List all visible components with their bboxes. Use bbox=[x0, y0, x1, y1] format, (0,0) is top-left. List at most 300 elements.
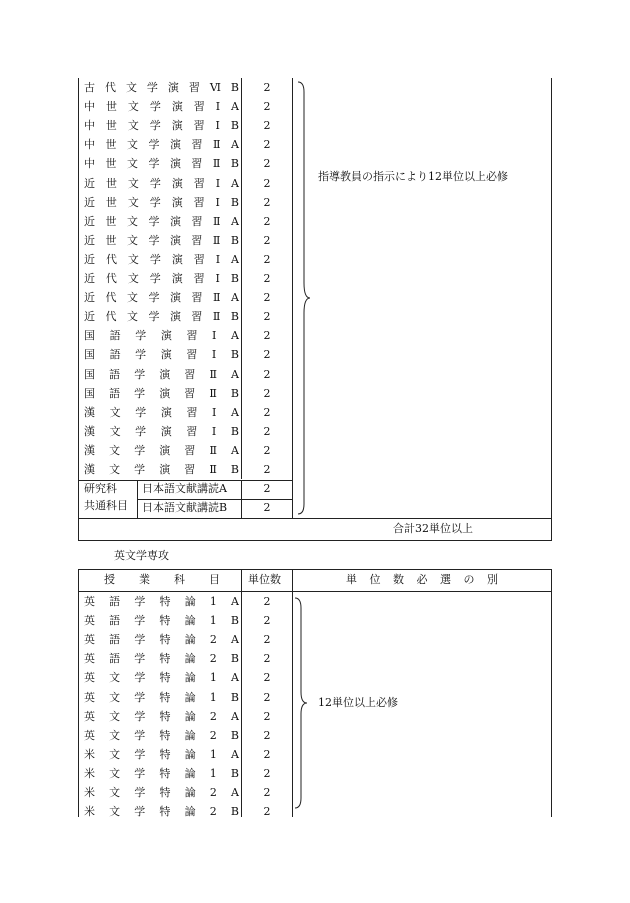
course-credits: 2 bbox=[263, 405, 271, 419]
course-char: 学 bbox=[146, 81, 158, 94]
course-credits: 2 bbox=[263, 652, 271, 666]
course-char: 文 bbox=[109, 786, 121, 799]
course-char: 文 bbox=[126, 157, 138, 171]
course-char: 特 bbox=[159, 805, 171, 819]
table2-header-credits: 単位数 bbox=[248, 573, 281, 586]
course-name bbox=[84, 368, 239, 382]
course-char: 中 bbox=[84, 157, 95, 171]
course-char: 特 bbox=[159, 614, 171, 628]
course-credits: 2 bbox=[263, 329, 271, 343]
table2-header-required bbox=[346, 573, 498, 587]
course-credits: 2 bbox=[263, 786, 271, 799]
course-char: 文 bbox=[127, 291, 138, 305]
course-char: B bbox=[230, 348, 239, 362]
course-char: 世 bbox=[105, 214, 117, 228]
course-char: 演 bbox=[171, 195, 183, 209]
course-char: 文 bbox=[127, 195, 139, 209]
course-char: 英 bbox=[84, 671, 95, 685]
course-char: 近 bbox=[84, 310, 95, 324]
course-char: 2 bbox=[209, 728, 217, 742]
course-credits: 2 bbox=[263, 728, 271, 742]
course-credits: 2 bbox=[263, 766, 271, 780]
header-required-char: 数 bbox=[393, 573, 404, 586]
course-char: Ⅰ bbox=[211, 348, 217, 362]
course-char: 漢 bbox=[84, 405, 95, 419]
course-char: Ⅰ bbox=[215, 272, 220, 285]
course-name bbox=[84, 671, 239, 685]
course-char: 論 bbox=[184, 786, 196, 799]
course-credits: 2 bbox=[263, 747, 271, 761]
course-name bbox=[84, 272, 239, 286]
course-char: 近 bbox=[84, 291, 95, 305]
course-char: 演 bbox=[160, 329, 172, 343]
course-char: 英 bbox=[84, 728, 95, 742]
table1-bottom bbox=[78, 540, 552, 541]
course-char: B bbox=[230, 157, 239, 171]
course-char: 学 bbox=[134, 709, 146, 723]
course-char: 米 bbox=[84, 805, 95, 819]
course-char: 学 bbox=[148, 233, 160, 247]
course-char: Ⅰ bbox=[212, 405, 217, 419]
course-char: 語 bbox=[109, 329, 121, 343]
course-name bbox=[84, 691, 239, 705]
course-char: 演 bbox=[160, 405, 172, 419]
course-char: 論 bbox=[184, 709, 196, 723]
course-char: 演 bbox=[170, 214, 181, 228]
course-char: 近 bbox=[84, 233, 95, 247]
course-char: 学 bbox=[135, 424, 147, 438]
course-credits: 2 bbox=[263, 348, 271, 362]
course-credits: 2 bbox=[263, 100, 271, 114]
table2-brace bbox=[293, 596, 309, 810]
course-char: 国 bbox=[84, 386, 95, 400]
course-char: 2 bbox=[209, 786, 217, 799]
course-name bbox=[84, 291, 239, 305]
course-char: 代 bbox=[105, 291, 117, 305]
course-char: 学 bbox=[149, 195, 161, 209]
course-char: 習 bbox=[184, 443, 196, 457]
course-char: 習 bbox=[191, 291, 203, 305]
course-char: 国 bbox=[84, 329, 95, 343]
course-char: Ⅱ bbox=[213, 291, 221, 305]
course-char: 特 bbox=[159, 633, 171, 647]
course-char: 2 bbox=[209, 633, 217, 647]
course-credits: 2 bbox=[263, 291, 271, 305]
course-char: 1 bbox=[209, 766, 217, 780]
course-char: A bbox=[231, 443, 239, 457]
course-char: Ⅱ bbox=[209, 463, 217, 476]
course-char: 学 bbox=[134, 652, 146, 666]
course-credits: 2 bbox=[263, 214, 271, 228]
course-char: 2 bbox=[209, 805, 217, 819]
course-char: B bbox=[230, 386, 239, 400]
course-credits: 2 bbox=[263, 272, 271, 285]
course-char: A bbox=[231, 709, 239, 723]
course-char: 演 bbox=[171, 119, 183, 133]
course-char: Ⅰ bbox=[215, 100, 221, 114]
course-char: 学 bbox=[148, 157, 160, 171]
course-char: 文 bbox=[109, 443, 121, 457]
course-char: 特 bbox=[159, 747, 171, 761]
course-credits: 2 bbox=[263, 310, 271, 324]
course-char: 中 bbox=[84, 138, 95, 152]
course-char: B bbox=[230, 424, 239, 438]
course-char: 特 bbox=[159, 671, 171, 685]
course-char: 文 bbox=[127, 119, 139, 133]
course-char: 演 bbox=[171, 100, 183, 114]
common-subject-label-line2: 共通科目 bbox=[84, 499, 128, 512]
course-char: 米 bbox=[84, 747, 95, 761]
course-char: 論 bbox=[184, 766, 196, 780]
course-char: 世 bbox=[105, 119, 117, 133]
course-name bbox=[84, 177, 239, 191]
course-char: 文 bbox=[126, 233, 138, 247]
course-char: 文 bbox=[127, 252, 139, 266]
course-char: 習 bbox=[193, 195, 205, 209]
course-char: 1 bbox=[209, 614, 217, 628]
course-name bbox=[84, 310, 239, 324]
course-char: 文 bbox=[127, 100, 139, 114]
course-char: 特 bbox=[159, 786, 171, 799]
table2-left-border bbox=[78, 569, 79, 817]
header-required-char: 位 bbox=[369, 573, 381, 586]
course-char: 語 bbox=[109, 652, 121, 666]
course-char: 論 bbox=[184, 633, 196, 647]
course-char: 習 bbox=[184, 386, 196, 400]
course-char: 中 bbox=[84, 119, 95, 133]
course-char: 習 bbox=[188, 81, 200, 94]
course-char: 習 bbox=[184, 463, 196, 476]
course-char: 学 bbox=[148, 291, 160, 305]
course-char: 文 bbox=[127, 176, 139, 190]
course-char: 学 bbox=[134, 747, 146, 761]
common-credit-2: 2 bbox=[263, 501, 271, 514]
course-char: B bbox=[230, 652, 239, 666]
course-credits: 2 bbox=[263, 176, 271, 190]
course-char: 語 bbox=[109, 633, 121, 647]
course-char: 習 bbox=[193, 176, 205, 190]
course-char: 代 bbox=[105, 272, 117, 285]
course-char: 世 bbox=[105, 195, 117, 209]
course-name bbox=[84, 786, 239, 800]
table1-common-mid bbox=[137, 499, 292, 500]
course-credits: 2 bbox=[263, 119, 271, 133]
course-char: 論 bbox=[184, 690, 196, 704]
course-char: 文 bbox=[109, 766, 121, 780]
course-char: 語 bbox=[109, 386, 121, 400]
course-char: Ⅰ bbox=[215, 252, 221, 266]
course-char: 特 bbox=[159, 690, 171, 704]
course-char: 演 bbox=[169, 310, 181, 324]
course-char: B bbox=[230, 728, 239, 742]
course-name bbox=[84, 100, 239, 114]
common-course-1: 日本語文献講読A bbox=[142, 482, 227, 495]
course-name bbox=[84, 614, 239, 628]
course-char: 学 bbox=[149, 252, 161, 266]
course-char: 論 bbox=[184, 595, 196, 608]
course-char: Ⅰ bbox=[215, 176, 221, 190]
course-char: Ⅱ bbox=[212, 310, 221, 324]
course-char: 習 bbox=[186, 405, 198, 419]
course-char: 英 bbox=[84, 614, 95, 628]
course-char: 漢 bbox=[84, 443, 95, 457]
table2-header-course bbox=[104, 573, 220, 587]
course-char: Ⅱ bbox=[209, 386, 217, 400]
course-char: 特 bbox=[159, 766, 171, 780]
course-name bbox=[84, 444, 239, 458]
course-char: 習 bbox=[193, 272, 205, 285]
course-char: 学 bbox=[134, 786, 146, 799]
course-char: 演 bbox=[159, 367, 171, 381]
course-char: B bbox=[230, 463, 239, 476]
course-char: A bbox=[231, 252, 239, 266]
course-char: 学 bbox=[134, 766, 146, 780]
course-char: B bbox=[230, 272, 239, 285]
course-char: 国 bbox=[84, 367, 95, 381]
course-char: A bbox=[231, 747, 239, 761]
course-credits: 2 bbox=[263, 386, 271, 400]
course-char: Ⅰ bbox=[211, 424, 217, 438]
table2-header-bottom bbox=[78, 591, 552, 592]
course-char: 代 bbox=[105, 310, 117, 324]
course-char: 1 bbox=[209, 690, 217, 704]
course-credits: 2 bbox=[263, 233, 271, 247]
course-char: A bbox=[231, 100, 239, 114]
course-char: 文 bbox=[126, 310, 138, 324]
table1-brace bbox=[296, 80, 312, 516]
table1-total-top bbox=[78, 518, 552, 519]
table2-top bbox=[78, 569, 552, 570]
course-char: Ⅱ bbox=[209, 367, 217, 381]
course-char: 論 bbox=[184, 805, 196, 819]
course-char: 語 bbox=[109, 595, 121, 608]
course-char: Ⅵ bbox=[209, 81, 221, 94]
course-char: 演 bbox=[159, 463, 171, 476]
course-char: 習 bbox=[186, 329, 198, 343]
course-char: 世 bbox=[105, 176, 117, 190]
course-char: 英 bbox=[84, 652, 95, 666]
course-char: 学 bbox=[134, 690, 146, 704]
course-name bbox=[84, 329, 239, 343]
course-char: Ⅰ bbox=[215, 119, 220, 133]
course-char: 学 bbox=[149, 272, 161, 285]
table2-requirement-note: 12単位以上必修 bbox=[318, 696, 398, 709]
common-subject-label-line1: 研究科 bbox=[84, 482, 117, 495]
course-name bbox=[84, 710, 239, 724]
course-credits: 2 bbox=[263, 138, 271, 152]
course-name bbox=[84, 595, 239, 609]
course-char: 学 bbox=[134, 614, 146, 628]
course-char: 演 bbox=[169, 233, 181, 247]
course-char: 習 bbox=[191, 157, 203, 171]
course-credits: 2 bbox=[263, 463, 271, 476]
header-required-char: 別 bbox=[487, 573, 498, 586]
course-credits: 2 bbox=[263, 805, 271, 819]
course-name bbox=[84, 387, 239, 401]
course-char: 文 bbox=[109, 405, 121, 419]
course-char: A bbox=[231, 633, 239, 647]
course-char: 2 bbox=[209, 652, 217, 666]
course-credits: 2 bbox=[263, 690, 271, 704]
course-char: 学 bbox=[134, 386, 146, 400]
course-credits: 2 bbox=[263, 595, 271, 608]
header-course-char: 授 bbox=[104, 573, 115, 586]
course-char: 世 bbox=[105, 233, 117, 247]
course-char: 漢 bbox=[84, 424, 95, 438]
course-name bbox=[84, 406, 239, 420]
course-char: 文 bbox=[109, 728, 121, 742]
course-char: 世 bbox=[105, 138, 117, 152]
course-char: A bbox=[231, 671, 239, 685]
course-char: 論 bbox=[184, 652, 196, 666]
course-char: 文 bbox=[109, 463, 121, 476]
course-char: 語 bbox=[109, 367, 121, 381]
course-char: 代 bbox=[104, 81, 116, 94]
course-char: 特 bbox=[159, 709, 171, 723]
course-name bbox=[84, 767, 239, 781]
course-char: A bbox=[230, 291, 239, 305]
table1-divider-credit-note bbox=[292, 78, 293, 518]
course-char: B bbox=[230, 690, 239, 704]
course-char: B bbox=[230, 766, 239, 780]
table1-common-top bbox=[78, 480, 292, 481]
header-required-char: 単 bbox=[346, 573, 357, 586]
course-char: 学 bbox=[134, 463, 146, 476]
table1-requirement-note: 指導教員の指示により12単位以上必修 bbox=[318, 170, 508, 183]
course-char: 語 bbox=[109, 614, 121, 628]
course-char: B bbox=[230, 614, 239, 628]
course-char: 近 bbox=[84, 195, 95, 209]
course-char: B bbox=[230, 310, 239, 324]
course-char: A bbox=[231, 786, 239, 799]
header-course-char: 業 bbox=[139, 573, 150, 586]
section-title: 英文学専攻 bbox=[114, 549, 169, 562]
course-char: 学 bbox=[134, 728, 146, 742]
course-char: 学 bbox=[135, 405, 147, 419]
course-char: 英 bbox=[84, 595, 95, 608]
course-char: Ⅰ bbox=[215, 195, 220, 209]
course-char: 世 bbox=[105, 157, 117, 171]
course-char: 学 bbox=[134, 805, 146, 819]
course-name bbox=[84, 652, 239, 666]
course-char: A bbox=[231, 329, 239, 343]
course-credits: 2 bbox=[263, 195, 271, 209]
course-char: 特 bbox=[159, 595, 171, 608]
course-char: 文 bbox=[127, 138, 138, 152]
course-char: A bbox=[231, 176, 239, 190]
course-char: 学 bbox=[134, 633, 146, 647]
course-char: 論 bbox=[184, 747, 196, 761]
header-required-char: 必 bbox=[416, 573, 428, 586]
course-char: 特 bbox=[159, 652, 171, 666]
course-credits: 2 bbox=[263, 633, 271, 647]
course-char: 論 bbox=[184, 728, 196, 742]
course-char: 演 bbox=[170, 291, 181, 305]
common-course-2: 日本語文献講読B bbox=[142, 501, 228, 514]
course-char: 英 bbox=[84, 709, 95, 723]
course-char: 英 bbox=[84, 633, 95, 647]
course-char: 文 bbox=[109, 690, 121, 704]
course-char: 学 bbox=[134, 671, 146, 685]
course-char: 文 bbox=[109, 747, 121, 761]
common-credit-1: 2 bbox=[263, 482, 271, 495]
course-char: B bbox=[230, 81, 239, 94]
course-name bbox=[84, 729, 239, 743]
course-name bbox=[84, 425, 239, 439]
course-char: 世 bbox=[105, 100, 117, 114]
course-name bbox=[84, 805, 239, 819]
course-char: 近 bbox=[84, 272, 95, 285]
course-char: 習 bbox=[184, 367, 196, 381]
course-char: 演 bbox=[160, 424, 172, 438]
table2-right-border bbox=[551, 569, 552, 817]
course-char: Ⅰ bbox=[212, 329, 217, 343]
course-char: 近 bbox=[84, 252, 95, 266]
course-char: 習 bbox=[193, 119, 205, 133]
course-char: 論 bbox=[184, 671, 196, 685]
course-char: 文 bbox=[125, 81, 137, 94]
course-char: 特 bbox=[159, 728, 171, 742]
course-char: 演 bbox=[171, 176, 183, 190]
course-char: 漢 bbox=[84, 463, 95, 476]
course-char: 演 bbox=[169, 157, 181, 171]
table1-right-border bbox=[551, 78, 552, 540]
course-name bbox=[84, 215, 239, 229]
course-name bbox=[84, 119, 239, 133]
course-char: 習 bbox=[193, 100, 205, 114]
course-char: 近 bbox=[84, 214, 95, 228]
course-char: 文 bbox=[127, 272, 139, 285]
course-char: 近 bbox=[84, 176, 95, 190]
course-credits: 2 bbox=[263, 157, 271, 171]
course-char: 習 bbox=[191, 214, 203, 228]
course-credits: 2 bbox=[263, 424, 271, 438]
course-credits: 2 bbox=[263, 614, 271, 628]
course-char: 学 bbox=[135, 348, 147, 362]
course-char: 習 bbox=[191, 310, 203, 324]
course-char: Ⅱ bbox=[213, 214, 221, 228]
course-char: 学 bbox=[149, 176, 161, 190]
course-char: 代 bbox=[105, 252, 117, 266]
course-char: 学 bbox=[134, 595, 146, 608]
course-name bbox=[84, 81, 239, 95]
course-name bbox=[84, 234, 239, 248]
course-char: Ⅱ bbox=[213, 138, 221, 152]
course-credits: 2 bbox=[263, 443, 271, 457]
course-char: 米 bbox=[84, 766, 95, 780]
course-char: 学 bbox=[135, 329, 147, 343]
course-name bbox=[84, 138, 239, 152]
course-char: 文 bbox=[109, 805, 121, 819]
course-char: 国 bbox=[84, 348, 95, 362]
course-credits: 2 bbox=[263, 81, 271, 94]
course-char: Ⅱ bbox=[212, 233, 221, 247]
course-char: A bbox=[231, 367, 239, 381]
course-char: 文 bbox=[109, 671, 121, 685]
table1-total: 合計32単位以上 bbox=[393, 522, 473, 535]
course-char: 米 bbox=[84, 786, 95, 799]
course-credits: 2 bbox=[263, 252, 271, 266]
course-credits: 2 bbox=[263, 367, 271, 381]
course-char: 学 bbox=[148, 310, 160, 324]
course-name bbox=[84, 748, 239, 762]
course-char: B bbox=[230, 119, 239, 133]
course-char: A bbox=[230, 214, 239, 228]
course-name bbox=[84, 348, 239, 362]
course-name bbox=[84, 633, 239, 647]
course-char: 習 bbox=[186, 424, 198, 438]
course-credits: 2 bbox=[263, 709, 271, 723]
